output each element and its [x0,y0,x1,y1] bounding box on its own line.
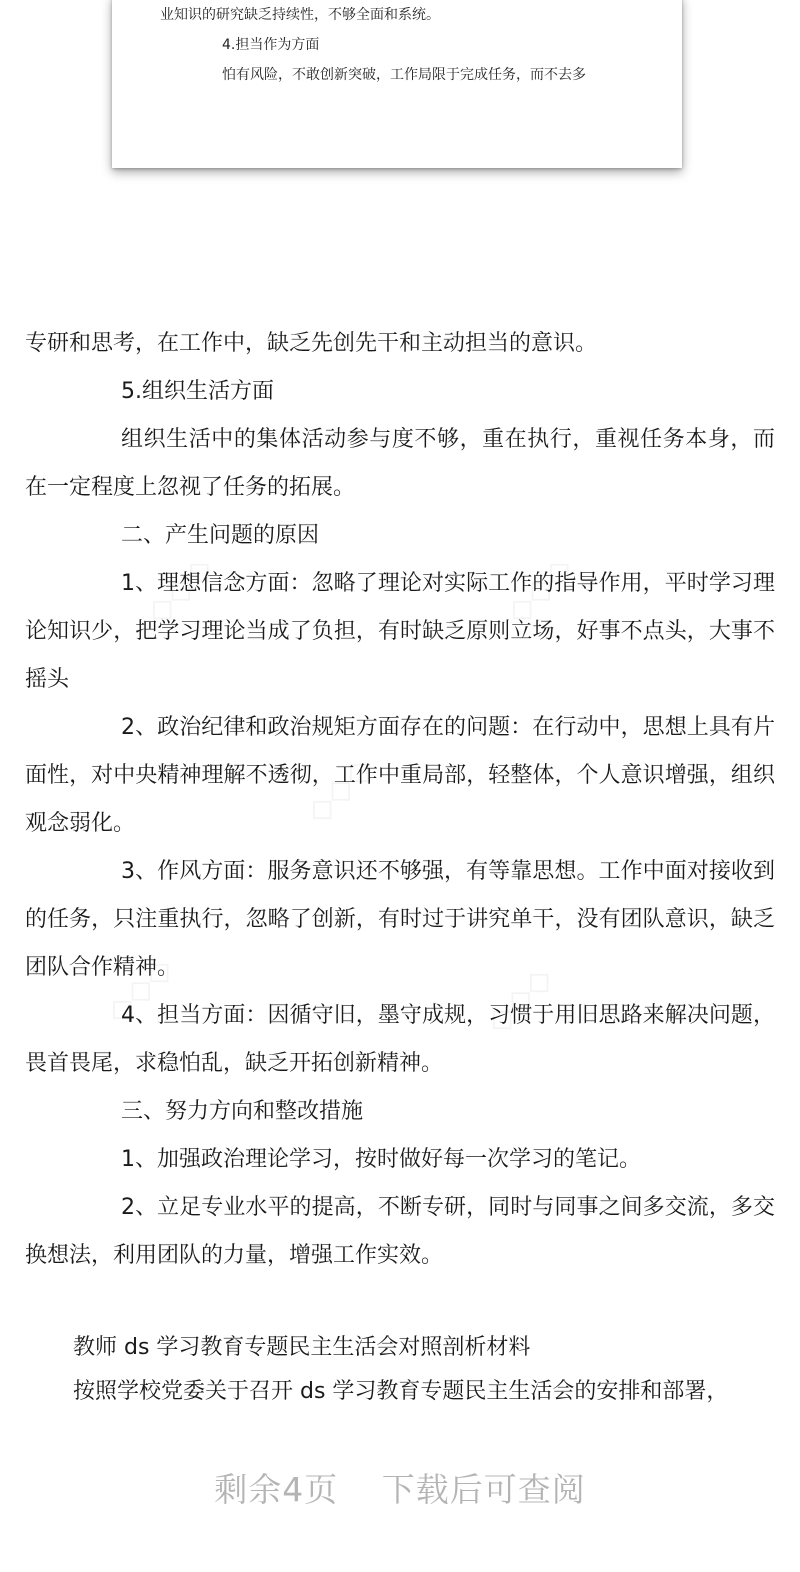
download-prompt[interactable] [0,1466,800,1514]
paragraph: 专研和思考，在工作中，缺乏先创先干和主动担当的意识。 [25,331,598,356]
remaining-pages-label: 剩余4页 [214,1470,339,1509]
document-title: 教师 ds 学习教育专题民主生活会对照剖析材料 [73,1335,531,1360]
download-to-read-label: 下载后可查阅 [381,1470,586,1509]
paragraph: 1、理想信念方面：忽略了理论对实际工作的指导作用，平时学习理论知识少，把学习理论当成了负担，有时缺乏原则立场，好事不点头，大事不摇头 [25,571,775,692]
paragraph: 2、政治纪律和政治规矩方面存在的问题：在行动中，思想上具有片面性，对中央精神理解不透彻，工作中重局部，轻整体，个人意识增强，组织观念弱化。 [25,715,775,836]
paragraph: 4、担当方面：因循守旧，墨守成规，习惯于用旧思路来解决问题，畏首畏尾，求稳怕乱，缺乏开拓创新精神。 [25,1003,775,1076]
preview-heading: 4.担当作为方面 [222,37,320,53]
section-heading: 5.组织生活方面 [121,379,274,404]
document-preview-card [112,0,682,168]
preview-line: 业知识的研究缺乏持续性，不够全面和系统。 [160,7,440,23]
paragraph: 按照学校党委关于召开 ds 学习教育专题民主生活会的安排和部署， [73,1379,729,1404]
paragraph: 2、立足专业水平的提高，不断专研，同时与同事之间多交流，多交换想法，利用团队的力量，增强工作实效。 [25,1195,775,1268]
section-heading: 二、产生问题的原因 [121,523,320,548]
preview-line: 怕有风险，不敢创新突破，工作局限于完成任务，而不去多 [222,67,586,83]
paragraph: 1、加强政治理论学习，按时做好每一次学习的笔记。 [121,1147,641,1172]
paragraph: 组织生活中的集体活动参与度不够，重在执行，重视任务本身，而在一定程度上忽视了任务的拓展。 [25,427,775,500]
section-heading: 三、努力方向和整改措施 [121,1099,364,1124]
paragraph: 3、作风方面：服务意识还不够强，有等靠思想。工作中面对接收到的任务，只注重执行，忽略了创新，有时过于讲究单干，没有团队意识，缺乏团队合作精神。 [25,859,775,980]
next-document-excerpt [73,1326,793,1414]
document-body [25,320,775,1280]
